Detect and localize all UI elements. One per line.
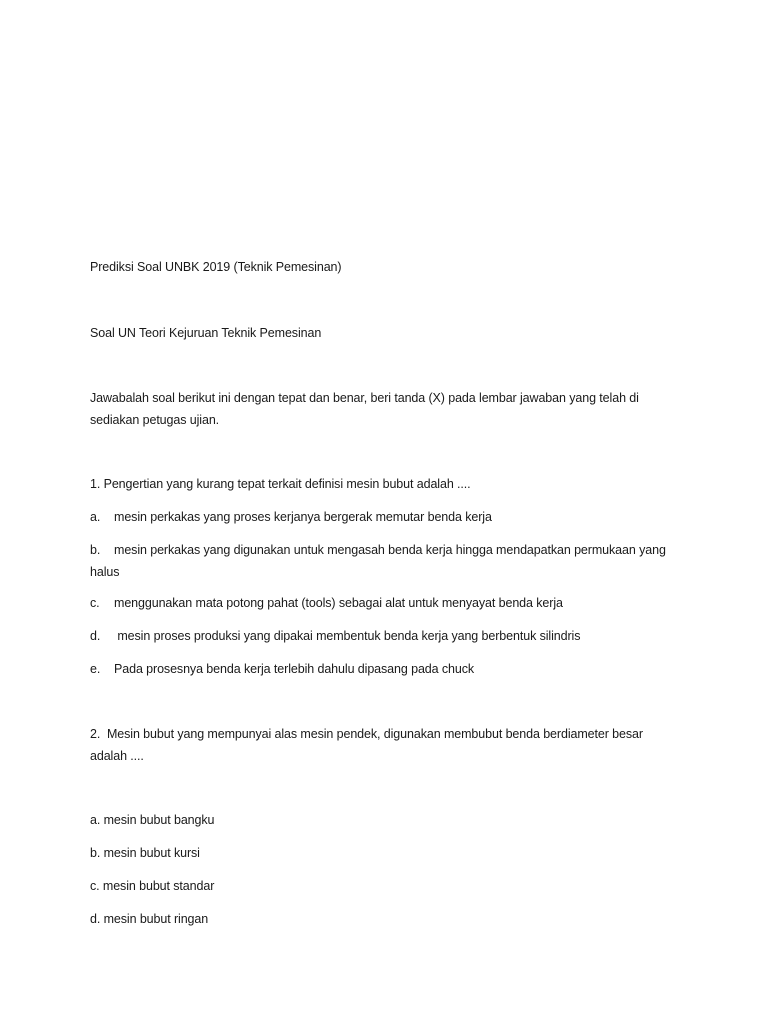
document-subtitle: Soal UN Teori Kejuruan Teknik Pemesinan bbox=[90, 326, 322, 340]
question-2-option-c: c. mesin bubut standar bbox=[90, 879, 215, 893]
instruction-text: Jawabalah soal berikut ini dengan tepat dan benar, beri tanda (X) pada lembar jawaban yang telah di sediakan petugas ujian. bbox=[90, 391, 643, 427]
question-1-option-d bbox=[90, 625, 690, 647]
question-1-option-b bbox=[90, 539, 680, 583]
option-text: menggunakan mata potong pahat (tools) sebagai alat untuk menyayat benda kerja bbox=[114, 596, 563, 610]
option-letter: a. bbox=[90, 510, 101, 524]
option-letter: c. bbox=[90, 596, 100, 610]
option-text: mesin perkakas yang digunakan untuk mengasah benda kerja hingga mendapatkan permukaan yang halus bbox=[90, 543, 666, 579]
option-letter: b. bbox=[90, 543, 101, 557]
question-2-option-d: d. mesin bubut ringan bbox=[90, 912, 209, 926]
option-text: Pada prosesnya benda kerja terlebih dahulu dipasang pada chuck bbox=[114, 662, 475, 676]
question-2-option-b: b. mesin bubut kursi bbox=[90, 846, 200, 860]
question-1-option-a bbox=[90, 506, 690, 528]
document-title: Prediksi Soal UNBK 2019 (Teknik Pemesinan) bbox=[90, 260, 342, 274]
option-letter: e. bbox=[90, 662, 101, 676]
question-1-option-e bbox=[90, 658, 690, 680]
question-2-option-a: a. mesin bubut bangku bbox=[90, 813, 215, 827]
question-1-text: 1. Pengertian yang kurang tepat terkait definisi mesin bubut adalah .... bbox=[90, 477, 471, 491]
question-2-text: 2. Mesin bubut yang mempunyai alas mesin pendek, digunakan membubut benda berdiameter besar adalah .... bbox=[90, 727, 647, 763]
option-text: mesin proses produksi yang dipakai membentuk benda kerja yang berbentuk silindris bbox=[114, 629, 581, 643]
option-text: mesin perkakas yang proses kerjanya bergerak memutar benda kerja bbox=[114, 510, 492, 524]
option-letter: d. bbox=[90, 629, 101, 643]
question-1-option-c bbox=[90, 592, 690, 614]
